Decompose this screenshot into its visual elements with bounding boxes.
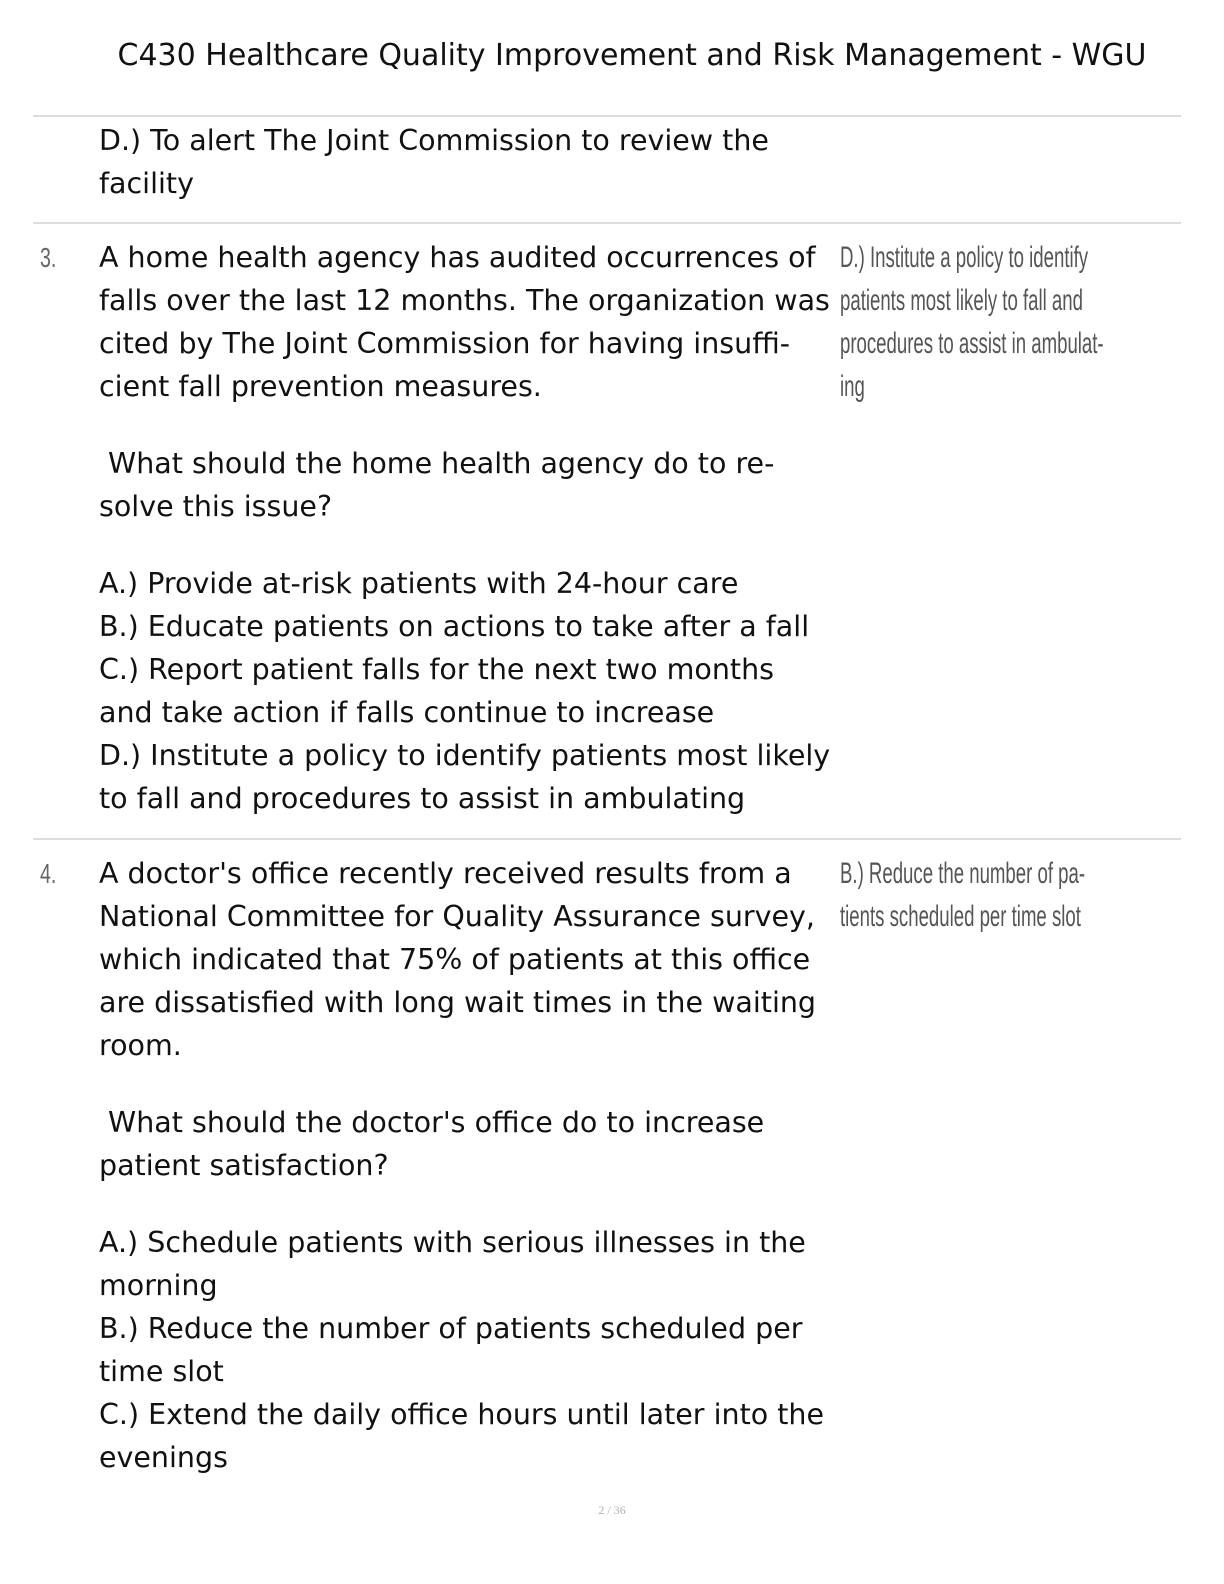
page-indicator: 2 / 36 bbox=[598, 1503, 626, 1517]
stem-line: are dissatisfied with long wait times in the waiting bbox=[99, 986, 817, 1019]
option-line: B.) Educate patients on actions to take after a fall bbox=[99, 610, 810, 643]
question-number: 3. bbox=[40, 242, 57, 273]
option-line: C.) Extend the daily office hours until later into the bbox=[99, 1398, 825, 1431]
question-number: 4. bbox=[40, 858, 57, 889]
question-body bbox=[99, 852, 839, 1479]
prompt-line: What should the home health agency do to re- bbox=[99, 447, 775, 480]
option-line: time slot bbox=[99, 1355, 224, 1388]
option-line: and take action if falls continue to increase bbox=[99, 696, 715, 729]
stem-line: A home health agency has audited occurrences of bbox=[99, 241, 816, 274]
stem-line: National Committee for Quality Assurance survey, bbox=[99, 900, 815, 933]
stem-line: cited by The Joint Commission for having insuffi- bbox=[99, 327, 791, 360]
option-line: D.) To alert The Joint Commission to review the bbox=[99, 124, 769, 157]
answer-line: patients most likely to fall and bbox=[840, 284, 1083, 317]
option-line: A.) Provide at-risk patients with 24-hour care bbox=[99, 567, 739, 600]
question-body bbox=[99, 236, 839, 820]
document-title: C430 Healthcare Quality Improvement and Risk Management - WGU bbox=[117, 38, 1147, 73]
answer-line: tients scheduled per time slot bbox=[840, 900, 1081, 933]
option-line: C.) Report patient falls for the next two months bbox=[99, 653, 774, 686]
answer-line: B.) Reduce the number of pa- bbox=[840, 857, 1086, 890]
answer-line: D.) Institute a policy to identify bbox=[840, 241, 1089, 274]
answer-line: procedures to assist in ambulat- bbox=[840, 327, 1104, 360]
stem-line: room. bbox=[99, 1029, 182, 1062]
option-line: D.) Institute a policy to identify patients most likely bbox=[99, 739, 831, 772]
option-line: evenings bbox=[99, 1441, 228, 1474]
option-line: B.) Reduce the number of patients scheduled per bbox=[99, 1312, 803, 1345]
section-divider bbox=[33, 222, 1181, 224]
option-line: to fall and procedures to assist in ambulating bbox=[99, 782, 746, 815]
prompt-line: patient satisfaction? bbox=[99, 1149, 389, 1182]
answer-text bbox=[840, 852, 1138, 938]
stem-line: A doctor's office recently received results from a bbox=[99, 857, 792, 890]
option-line: A.) Schedule patients with serious illnesses in the bbox=[99, 1226, 806, 1259]
prompt-line: What should the doctor's office do to increase bbox=[99, 1106, 765, 1139]
stem-line: falls over the last 12 months. The organization was bbox=[99, 284, 830, 317]
option-line: morning bbox=[99, 1269, 218, 1302]
answer-line: ing bbox=[840, 370, 865, 403]
option-line: facility bbox=[99, 167, 194, 200]
stem-line: which indicated that 75% of patients at this office bbox=[99, 943, 811, 976]
section-divider bbox=[33, 838, 1181, 840]
carryover-text bbox=[99, 119, 839, 205]
prompt-line: solve this issue? bbox=[99, 490, 333, 523]
section-divider bbox=[33, 115, 1181, 117]
answer-text bbox=[840, 236, 1138, 408]
stem-line: cient fall prevention measures. bbox=[99, 370, 542, 403]
